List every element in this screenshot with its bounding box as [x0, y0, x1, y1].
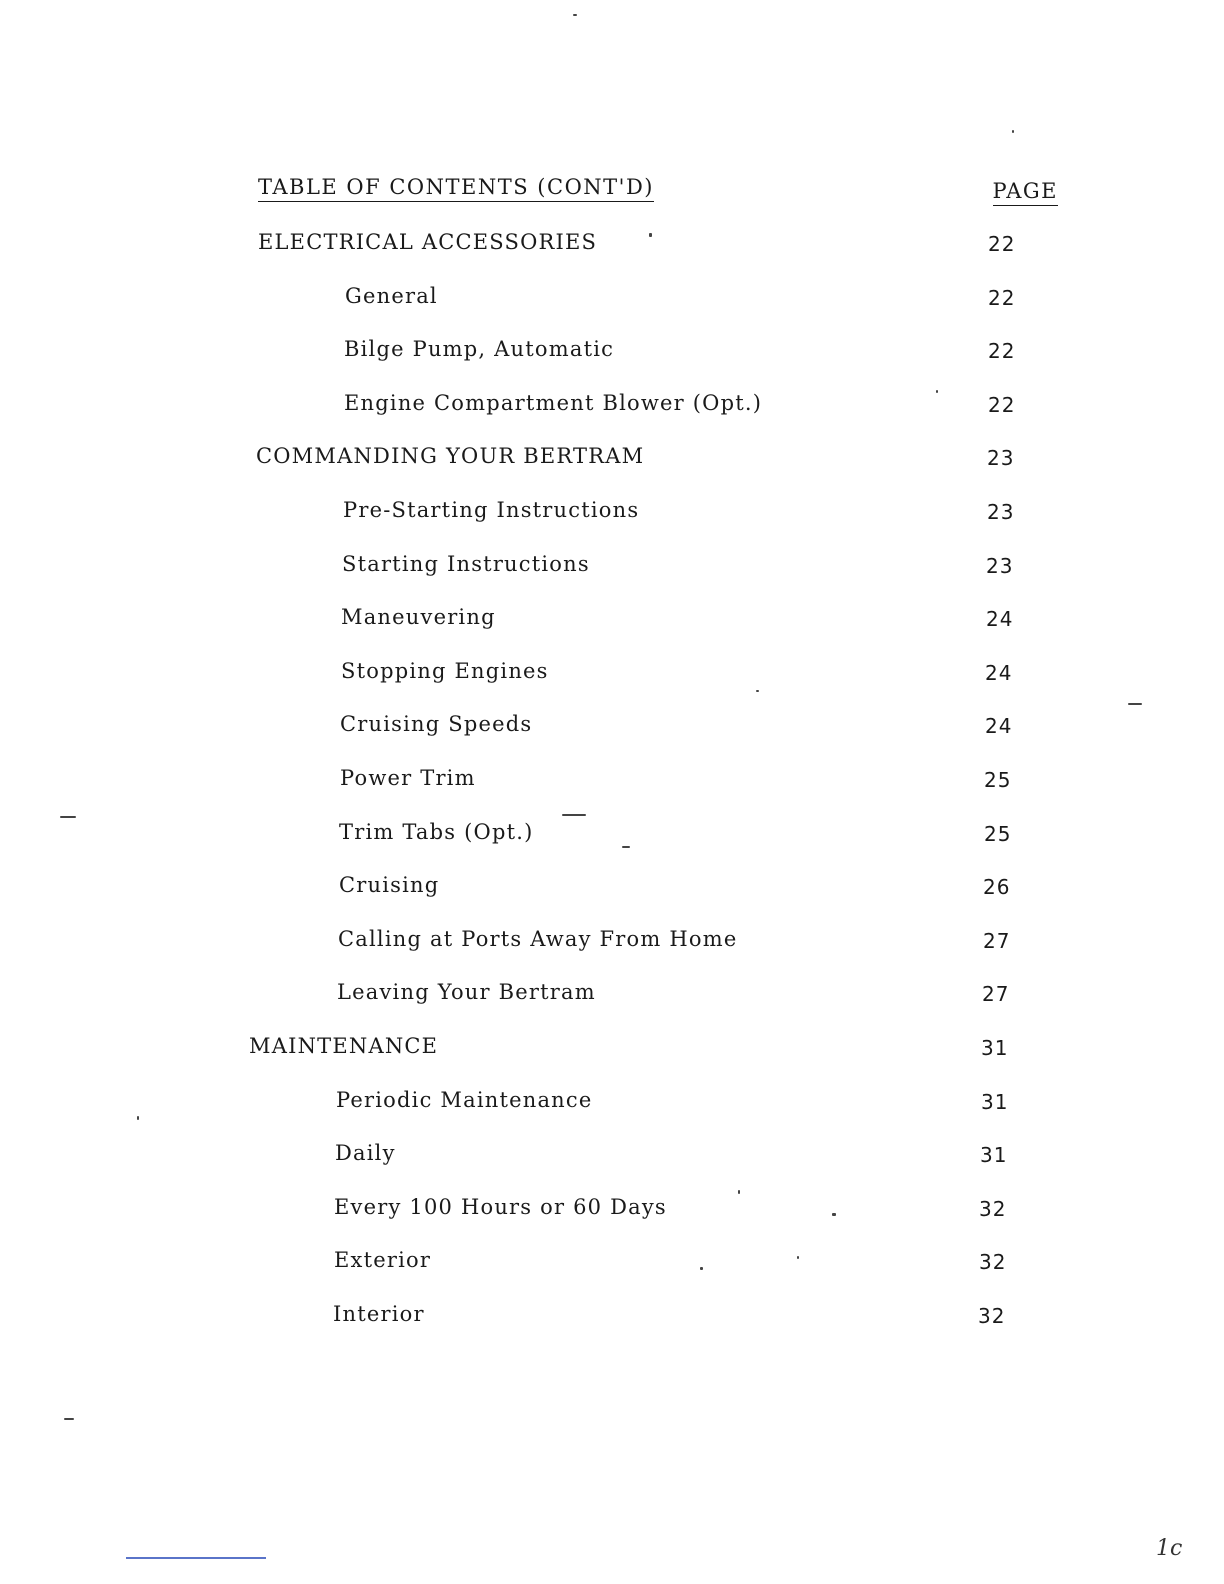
page-column-label: PAGE [993, 178, 1058, 206]
toc-entry-text: Stopping Engines [341, 658, 549, 683]
toc-entry-interior [0, 1300, 1224, 1354]
handwritten-page-mark: 1c [1156, 1536, 1183, 1561]
toc-title: TABLE OF CONTENTS (CONT'D) [258, 174, 654, 202]
scan-speck [756, 690, 759, 692]
toc-entry-text: Daily [335, 1141, 396, 1166]
toc-entry-periodic [0, 1086, 1224, 1140]
toc-entry-page: 23 [986, 553, 1014, 578]
scan-speck [936, 390, 938, 393]
toc-entry-stopping [0, 657, 1224, 711]
toc-entry-leaving [0, 978, 1224, 1032]
toc-entry-cruising-speeds [0, 710, 1224, 764]
scan-speck [738, 1190, 740, 1194]
toc-entry-cruising [0, 871, 1224, 925]
scan-speck [60, 816, 76, 818]
toc-entry-text: Pre-Starting Instructions [343, 497, 640, 522]
toc-entry-text: Interior [333, 1301, 425, 1326]
toc-entry-maintenance [0, 1032, 1224, 1086]
scan-speck [573, 14, 577, 16]
toc-list [0, 228, 1224, 1353]
toc-entry-text: Exterior [334, 1248, 432, 1273]
scan-speck [649, 233, 652, 237]
toc-entry-page: 32 [978, 1303, 1006, 1328]
toc-entry-every-100-hours [0, 1193, 1224, 1247]
toc-entry-bilge-pump [0, 335, 1224, 389]
toc-header [258, 174, 1060, 210]
toc-entry-trim-tabs [0, 818, 1224, 872]
toc-entry-page: 22 [988, 232, 1016, 256]
toc-entry-text: Trim Tabs (Opt.) [339, 819, 534, 844]
scan-speck [137, 1116, 139, 1120]
toc-entry-page: 22 [988, 285, 1016, 310]
toc-entry-page: 26 [983, 875, 1011, 900]
toc-entry-page: 32 [979, 1196, 1007, 1221]
toc-entry-text: Cruising Speeds [340, 712, 533, 737]
toc-entry-power-trim [0, 764, 1224, 818]
toc-entry-text: Maneuvering [341, 605, 496, 630]
toc-entry-text: Calling at Ports Away From Home [338, 926, 738, 951]
toc-entry-page: 27 [983, 928, 1011, 953]
toc-entry-electrical-accessories [0, 228, 1224, 282]
toc-entry-page: 23 [987, 499, 1015, 524]
toc-entry-page: 24 [986, 607, 1014, 632]
scan-speck [562, 814, 586, 816]
toc-entry-starting [0, 550, 1224, 604]
toc-entry-text: Starting Instructions [342, 551, 590, 576]
toc-entry-text: General [345, 283, 438, 308]
toc-entry-page: 27 [982, 982, 1010, 1007]
toc-entry-text: Periodic Maintenance [336, 1087, 593, 1112]
toc-entry-pre-starting [0, 496, 1224, 550]
toc-entry-page: 24 [985, 714, 1013, 739]
toc-entry-text: Bilge Pump, Automatic [344, 337, 615, 362]
toc-entry-page: 32 [979, 1250, 1007, 1275]
toc-entry-engine-blower [0, 389, 1224, 443]
scan-speck [797, 1256, 799, 1259]
scan-speck [622, 846, 630, 848]
scan-speck [700, 1267, 703, 1270]
toc-entry-commanding [0, 442, 1224, 496]
toc-entry-page: 31 [980, 1143, 1008, 1168]
toc-entry-page: 23 [987, 446, 1015, 471]
toc-entry-page: 22 [988, 392, 1016, 417]
toc-entry-maneuvering [0, 603, 1224, 657]
toc-entry-text: Power Trim [340, 765, 476, 790]
bottom-rule [126, 1557, 266, 1559]
scan-speck [832, 1213, 836, 1216]
scan-speck [64, 1418, 74, 1420]
toc-entry-calling-ports [0, 925, 1224, 979]
toc-entry-text: ELECTRICAL ACCESSORIES [258, 230, 598, 254]
toc-entry-page: 22 [988, 339, 1016, 364]
toc-entry-page: 31 [981, 1089, 1009, 1114]
scan-speck [1012, 130, 1014, 133]
toc-entry-text: Every 100 Hours or 60 Days [334, 1194, 667, 1219]
toc-entry-page: 24 [985, 660, 1013, 685]
toc-entry-text: Cruising [339, 873, 440, 898]
toc-entry-daily [0, 1139, 1224, 1193]
toc-entry-text: Leaving Your Bertram [337, 980, 596, 1005]
toc-entry-page: 31 [981, 1035, 1009, 1060]
toc-entry-text: Engine Compartment Blower (Opt.) [344, 390, 763, 415]
toc-entry-page: 25 [984, 821, 1012, 846]
toc-entry-text: MAINTENANCE [249, 1033, 439, 1058]
toc-entry-exterior [0, 1246, 1224, 1300]
toc-entry-text: COMMANDING YOUR BERTRAM [256, 444, 645, 469]
scan-speck [1128, 703, 1142, 705]
toc-entry-general [0, 282, 1224, 336]
toc-entry-page: 25 [984, 767, 1012, 792]
